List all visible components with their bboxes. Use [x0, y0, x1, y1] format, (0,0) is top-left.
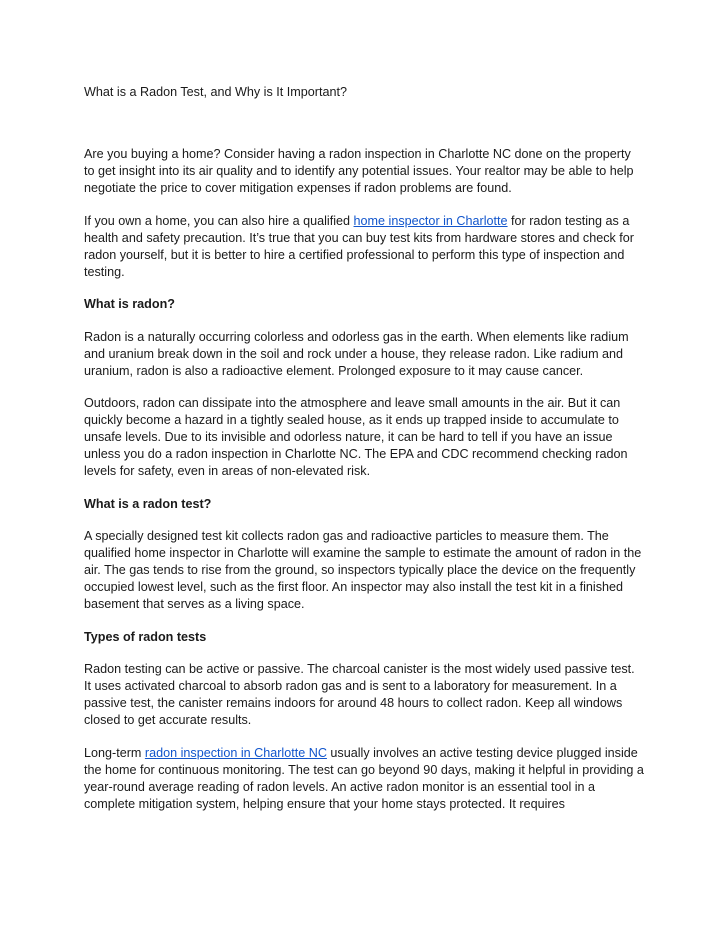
document-body [84, 146, 644, 828]
radon-inspection-link[interactable]: radon inspection in Charlotte NC [144, 745, 327, 760]
paragraph-active-passive: Radon testing can be active or passive. The charcoal canister is the most widely used passive test. It uses activated charcoal to absorb radon gas and is sent to a laboratory for measurement. In a passive test, the canister remains indoors for around 48 hours to collect radon. Keep all windows closed to get accurate results. [84, 662, 635, 727]
heading-types-of-tests: Types of radon tests [84, 629, 207, 644]
paragraph-text: for radon testing as a health and safety precaution. It’s true that you can buy test kits from hardware stores and check for radon yourself, but it is better to hire a certified professional to perform this type of inspection and testing. [84, 213, 634, 279]
paragraph-text: usually involves an active testing device plugged inside the home for continuous monitoring. The test can go beyond 90 days, making it helpful in providing a year-round average reading of radon levels. An active radon monitor is an essential tool in a complete mitigation system, helping ensure that your home stays protected. It requires [84, 745, 644, 811]
heading-what-is-radon-test: What is a radon test? [84, 496, 212, 511]
paragraph-radon-definition: Radon is a naturally occurring colorless and odorless gas in the earth. When elements like radium and uranium break down in the soil and rock under a house, they release radon. Like radium and uranium, radon is also a radioactive element. Prolonged exposure to it may cause cancer. [84, 329, 629, 378]
document-title: What is a Radon Test, and Why is It Important? [84, 85, 347, 99]
paragraph-buying-home: Are you buying a home? Consider having a radon inspection in Charlotte NC done on the property to get insight into its air quality and to identify any potential issues. Your realtor may be able to help negotiate the price to cover mitigation expenses if radon problems are found. [84, 147, 634, 195]
paragraph-text: Long-term [84, 745, 145, 760]
paragraph-test-kit: A specially designed test kit collects radon gas and radioactive particles to measure them. The qualified home inspector in Charlotte will examine the sample to estimate the amount of radon in the air. The gas tends to rise from the ground, so inspectors typically place the device on the frequently occupied lowest level, such as the first floor. An inspector may also install the test kit in a finished basement that serves as a living space. [84, 529, 642, 611]
paragraph-text: If you own a home, you can also hire a qualified [84, 213, 354, 228]
paragraph-long-term [84, 745, 644, 813]
heading-what-is-radon: What is radon? [84, 297, 175, 311]
home-inspector-link[interactable]: home inspector in Charlotte [353, 213, 508, 228]
paragraph-own-home [84, 213, 644, 281]
paragraph-outdoors: Outdoors, radon can dissipate into the atmosphere and leave small amounts in the air. But it can quickly become a hazard in a tightly sealed house, as it ends up trapped inside to accumulate to unsafe levels. Due to its invisible and odorless nature, it can be hard to tell if you have an issue unless you do a radon inspection in Charlotte NC. The EPA and CDC recommend checking radon levels for safety, even in areas of non-elevated risk. [84, 396, 628, 478]
